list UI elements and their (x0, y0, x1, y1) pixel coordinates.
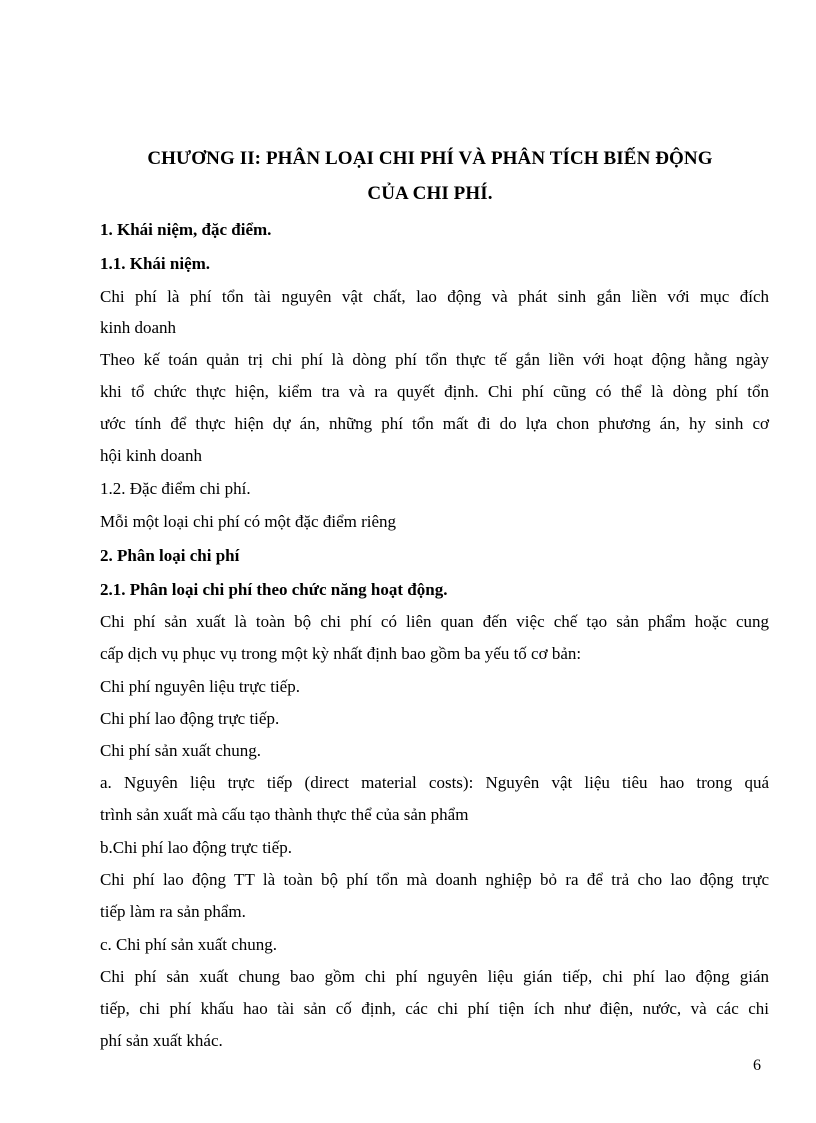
paragraph-line: tiếp làm ra sản phẩm. (100, 902, 246, 921)
chapter-title-line-2: CỦA CHI PHÍ. (367, 183, 493, 204)
subheading-c: c. Chi phí sản xuất chung. (100, 935, 278, 954)
paragraph-line: Chi phí lao động TT là toàn bộ phí tổn mà doanh nghiệp bỏ ra để trả cho lao động trực (100, 870, 769, 889)
paragraph-line: a. Nguyên liệu trực tiếp (direct material costs): Nguyên vật liệu tiêu hao trong quá (100, 773, 769, 792)
paragraph-line: khi tổ chức thực hiện, kiểm tra và ra quyết định. Chi phí cũng có thể là dòng phí tổn (100, 382, 769, 401)
paragraph-line: ước tính để thực hiện dự án, những phí tổn mất đi do lựa chon phương án, hy sinh cơ (100, 414, 769, 433)
heading-section-1: 1. Khái niệm, đặc điểm. (100, 220, 272, 239)
heading-section-1-2: 1.2. Đặc điểm chi phí. (100, 479, 251, 498)
paragraph-line: Chi phí sản xuất là toàn bộ chi phí có liên quan đến việc chế tạo sản phẩm hoặc cung (100, 612, 769, 631)
subheading-b: b.Chi phí lao động trực tiếp. (100, 838, 292, 857)
paragraph-line: trình sản xuất mà cấu tạo thành thực thể của sản phẩm (100, 805, 469, 824)
paragraph-line: kinh doanh (100, 318, 177, 337)
paragraph-line: cấp dịch vụ phục vụ trong một kỳ nhất định bao gồm ba yếu tố cơ bản: (100, 644, 582, 663)
list-item: Chi phí nguyên liệu trực tiếp. (100, 677, 300, 696)
paragraph-line: Chi phí sản xuất chung bao gồm chi phí nguyên liệu gián tiếp, chi phí lao động gián (100, 967, 769, 986)
paragraph-line: phí sản xuất khác. (100, 1031, 223, 1050)
heading-section-2-1: 2.1. Phân loại chi phí theo chức năng hoạt động. (100, 580, 448, 599)
paragraph-line: Chi phí là phí tổn tài nguyên vật chất, lao động và phát sinh gắn liền với mục đích (100, 287, 769, 306)
list-item: Chi phí lao động trực tiếp. (100, 709, 280, 728)
paragraph-line: Theo kế toán quản trị chi phí là dòng phí tổn thực tế gắn liền với hoạt động hằng ngày (100, 350, 769, 369)
paragraph-line: tiếp, chi phí khấu hao tài sản cố định, các chi phí tiện ích như điện, nước, và các chi (100, 999, 769, 1018)
chapter-title-line-1: CHƯƠNG II: PHÂN LOẠI CHI PHÍ VÀ PHÂN TÍCH BIẾN ĐỘNG (147, 148, 713, 169)
paragraph-line: hội kinh doanh (100, 446, 202, 465)
list-item: Chi phí sản xuất chung. (100, 741, 262, 760)
page-number: 6 (753, 1057, 761, 1074)
heading-section-2: 2. Phân loại chi phí (100, 546, 240, 565)
heading-section-1-1: 1.1. Khái niệm. (100, 254, 211, 273)
paragraph-line: Mỗi một loại chi phí có một đặc điểm riêng (100, 512, 397, 531)
